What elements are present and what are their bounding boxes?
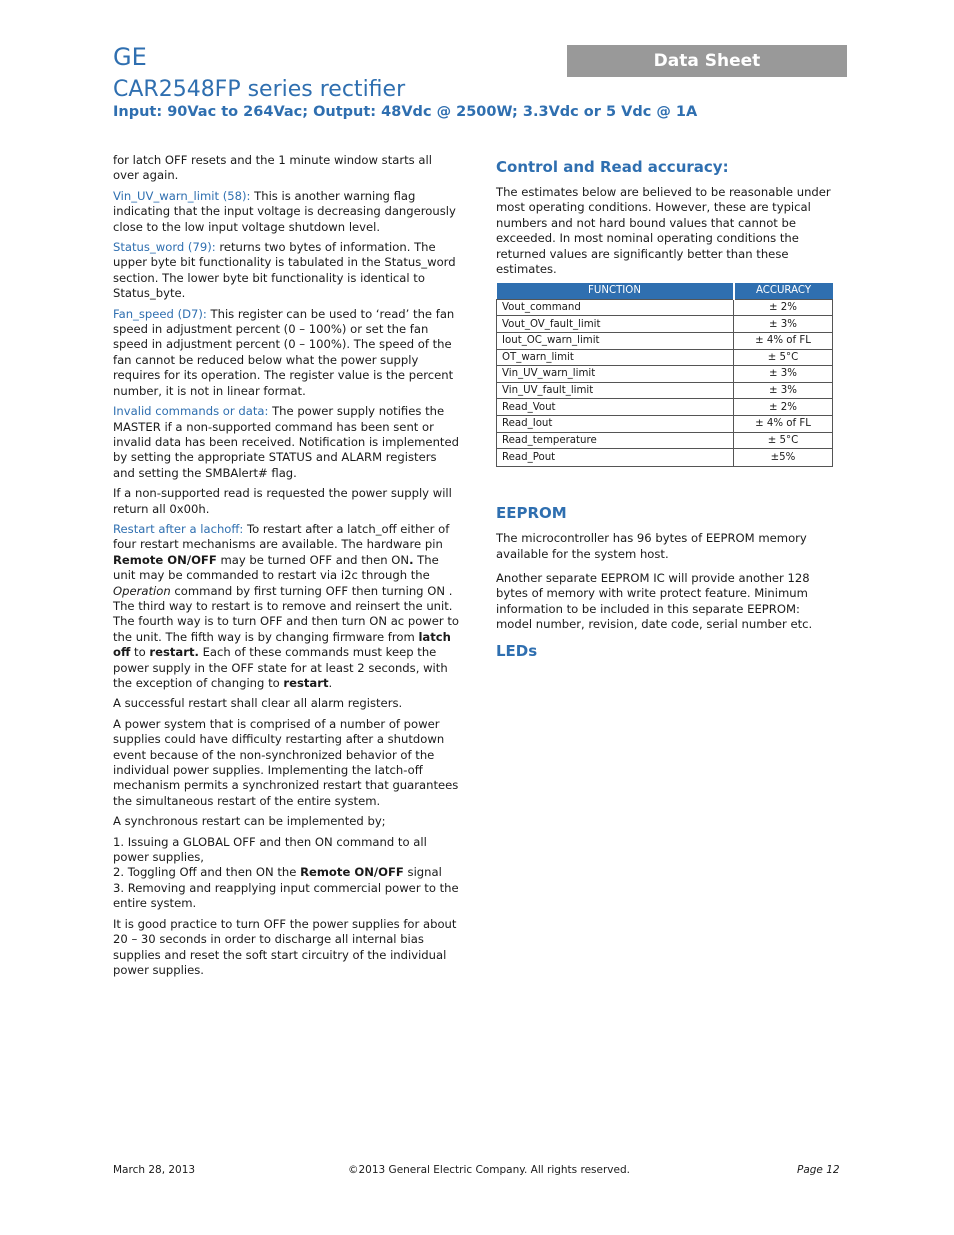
data-sheet-banner: Data Sheet [567,45,847,77]
invalid-commands-text: The power supply notifies the MASTER if a non-supported command has been sent or invalid data has been received. Notification is implemented by setting the appropriate STATUS and ALARM registers and setting the SMBAlert# flag. [113,404,459,480]
restart-bold-period: . [409,552,414,567]
table-row [497,333,833,350]
function-cell: Iout_OC_warn_limit [497,333,734,350]
function-cell: Read_temperature [497,432,734,449]
function-cell: Read_Pout [497,449,734,467]
vin-uv-warn-paragraph [113,189,461,235]
leds-heading: LEDs [496,641,538,660]
table-row [497,399,833,416]
restart-text-3: The unit may be commanded to restart via i2c through the [113,552,439,583]
restart-text-1: To restart after a latch_off either of four restart mechanisms are available. The hardware pin [113,521,450,552]
function-cell: Vin_UV_warn_limit [497,366,734,383]
eeprom-paragraph-2: Another separate EEPROM IC will provide another 128 bytes of memory with write protect feature. Minimum information to be included in this separate EEPROM: model number, revision, date code, serial number etc. [496,571,813,632]
invalid-commands-paragraph [113,404,461,481]
accuracy-cell: ±5% [734,449,833,467]
vin-uv-warn-text: This is another warning flag indicating that the input voltage is decreasing dangerously close to the low input voltage shutdown level. [113,188,456,234]
function-cell: Vout_command [497,299,734,316]
good-practice-paragraph: It is good practice to turn OFF the power supplies for about 20 – 30 seconds in order to discharge all internal bias supplies and reset the soft start circuitry of the individual power supplies. [113,916,457,977]
footer-copyright: ©2013 General Electric Company. All rights reserved. [348,1164,630,1176]
product-title: CAR2548FP series rectifier [113,77,406,102]
brand-logo-text: GE [113,43,147,71]
accuracy-paragraph: The estimates below are believed to be reasonable under most operating conditions. However, these are typical numbers and not hard bound values that cannot be exceeded. In most nominal operating conditions the returned values are significantly better than these estimates. [496,185,831,277]
function-column-header: FUNCTION [497,283,734,299]
accuracy-table-header [497,283,833,299]
restart-term: Restart after a lachoff: [113,521,244,536]
left-column [113,153,461,983]
table-row [497,382,833,399]
footer-date: March 28, 2013 [113,1164,196,1176]
restart-method-3: 3. Removing and reapplying input commercial power to the entire system. [113,880,459,911]
restart-method-2-bold: Remote ON/OFF [300,865,404,880]
restart-bold-restart: restart. [149,645,199,660]
table-row [497,316,833,333]
eeprom-heading: EEPROM [496,504,567,523]
fan-speed-paragraph [113,307,461,399]
synchronous-restart-intro: A synchronous restart can be implemented by; [113,814,386,829]
table-row [497,416,833,433]
accuracy-heading: Control and Read accuracy: [496,158,729,176]
restart-bold-remote: Remote ON/OFF [113,552,217,567]
table-row [497,449,833,467]
restart-bold-restart-end: restart [283,676,329,690]
function-cell: Vin_UV_fault_limit [497,382,734,399]
restart-italic-operation: Operation [113,583,171,598]
status-word-term: Status_word (79): [113,240,216,255]
fan-speed-text: This register can be used to ‘read’ the fan speed in adjustment percent (0 – 100%) or set the fan speed in adjustment percent (0 – 100%). The speed of the fan cannot be reduced below what the power supply requires for its operation. The register value is the percent number, it is not in linear format. [113,306,455,398]
table-row [497,349,833,366]
accuracy-cell: ± 5°C [734,432,833,449]
restart-text-5: to [130,645,150,660]
accuracy-cell: ± 2% [734,299,833,316]
table-row [497,432,833,449]
accuracy-cell: ± 3% [734,316,833,333]
restart-bold-latch-off: latch off [113,629,451,660]
accuracy-cell: ± 4% of FL [734,416,833,433]
accuracy-cell: ± 2% [734,399,833,416]
accuracy-column-header: ACCURACY [734,283,833,299]
restart-method-1: 1. Issuing a GLOBAL OFF and then ON command to all power supplies, [113,834,427,865]
table-row [497,366,833,383]
product-subtitle: Input: 90Vac to 264Vac; Output: 48Vdc @ 2500W; 3.3Vdc or 5 Vdc @ 1A [113,104,698,120]
function-cell: OT_warn_limit [497,349,734,366]
accuracy-cell: ± 3% [734,366,833,383]
function-cell: Vout_OV_fault_limit [497,316,734,333]
restart-text-6: Each of these commands must keep the power supply in the OFF state for at least 2 seconds, with the exception of changing to [113,645,448,690]
function-cell: Read_Iout [497,416,734,433]
non-supported-read-paragraph: If a non-supported read is requested the power supply will return all 0x00h. [113,486,452,516]
accuracy-cell: ± 5°C [734,349,833,366]
accuracy-cell: ± 4% of FL [734,333,833,350]
right-column [496,157,838,661]
fan-speed-term: Fan_speed (D7): [113,306,207,321]
restart-text-2: may be turned OFF and then ON [216,552,410,567]
accuracy-cell: ± 3% [734,382,833,399]
function-cell: Read_Vout [497,399,734,416]
restart-method-2-post: signal [403,865,442,880]
table-row [497,299,833,316]
status-word-text: returns two bytes of information. The upper byte bit functionality is tabulated in the Status_word section. The lower byte bit functionality is identical to Status_byte. [113,240,456,301]
footer-page-number: Page 12 [797,1164,840,1176]
power-system-paragraph: A power system that is comprised of a number of power supplies could have difficulty restarting after a shutdown event because of the non-synchronized behavior of the individual power supplies. Implementing the latch-off mechanism permits a synchronized restart that guarantees the simultaneous restart of the entire system. [113,716,459,808]
restart-method-2-pre: 2. Toggling Off and then ON the [113,865,301,880]
successful-restart-paragraph: A successful restart shall clear all alarm registers. [113,696,403,711]
restart-paragraph [113,522,461,691]
invalid-commands-term: Invalid commands or data: [113,404,269,419]
vin-uv-warn-term: Vin_UV_warn_limit (58): [113,188,251,203]
status-word-paragraph [113,240,461,302]
restart-text-7: . [328,676,333,690]
latch-reset-paragraph: for latch OFF resets and the 1 minute window starts all over again. [113,153,432,183]
accuracy-table [496,283,833,467]
restart-method-list [113,835,461,912]
eeprom-paragraph-1: The microcontroller has 96 bytes of EEPROM memory available for the system host. [496,531,807,561]
restart-text-4: command by first turning OFF then turning ON . The third way to restart is to remove and reinsert the unit. The fourth way is to turn OFF and then turn ON ac power to the unit. The fifth way is by changing firmware from [113,583,460,644]
